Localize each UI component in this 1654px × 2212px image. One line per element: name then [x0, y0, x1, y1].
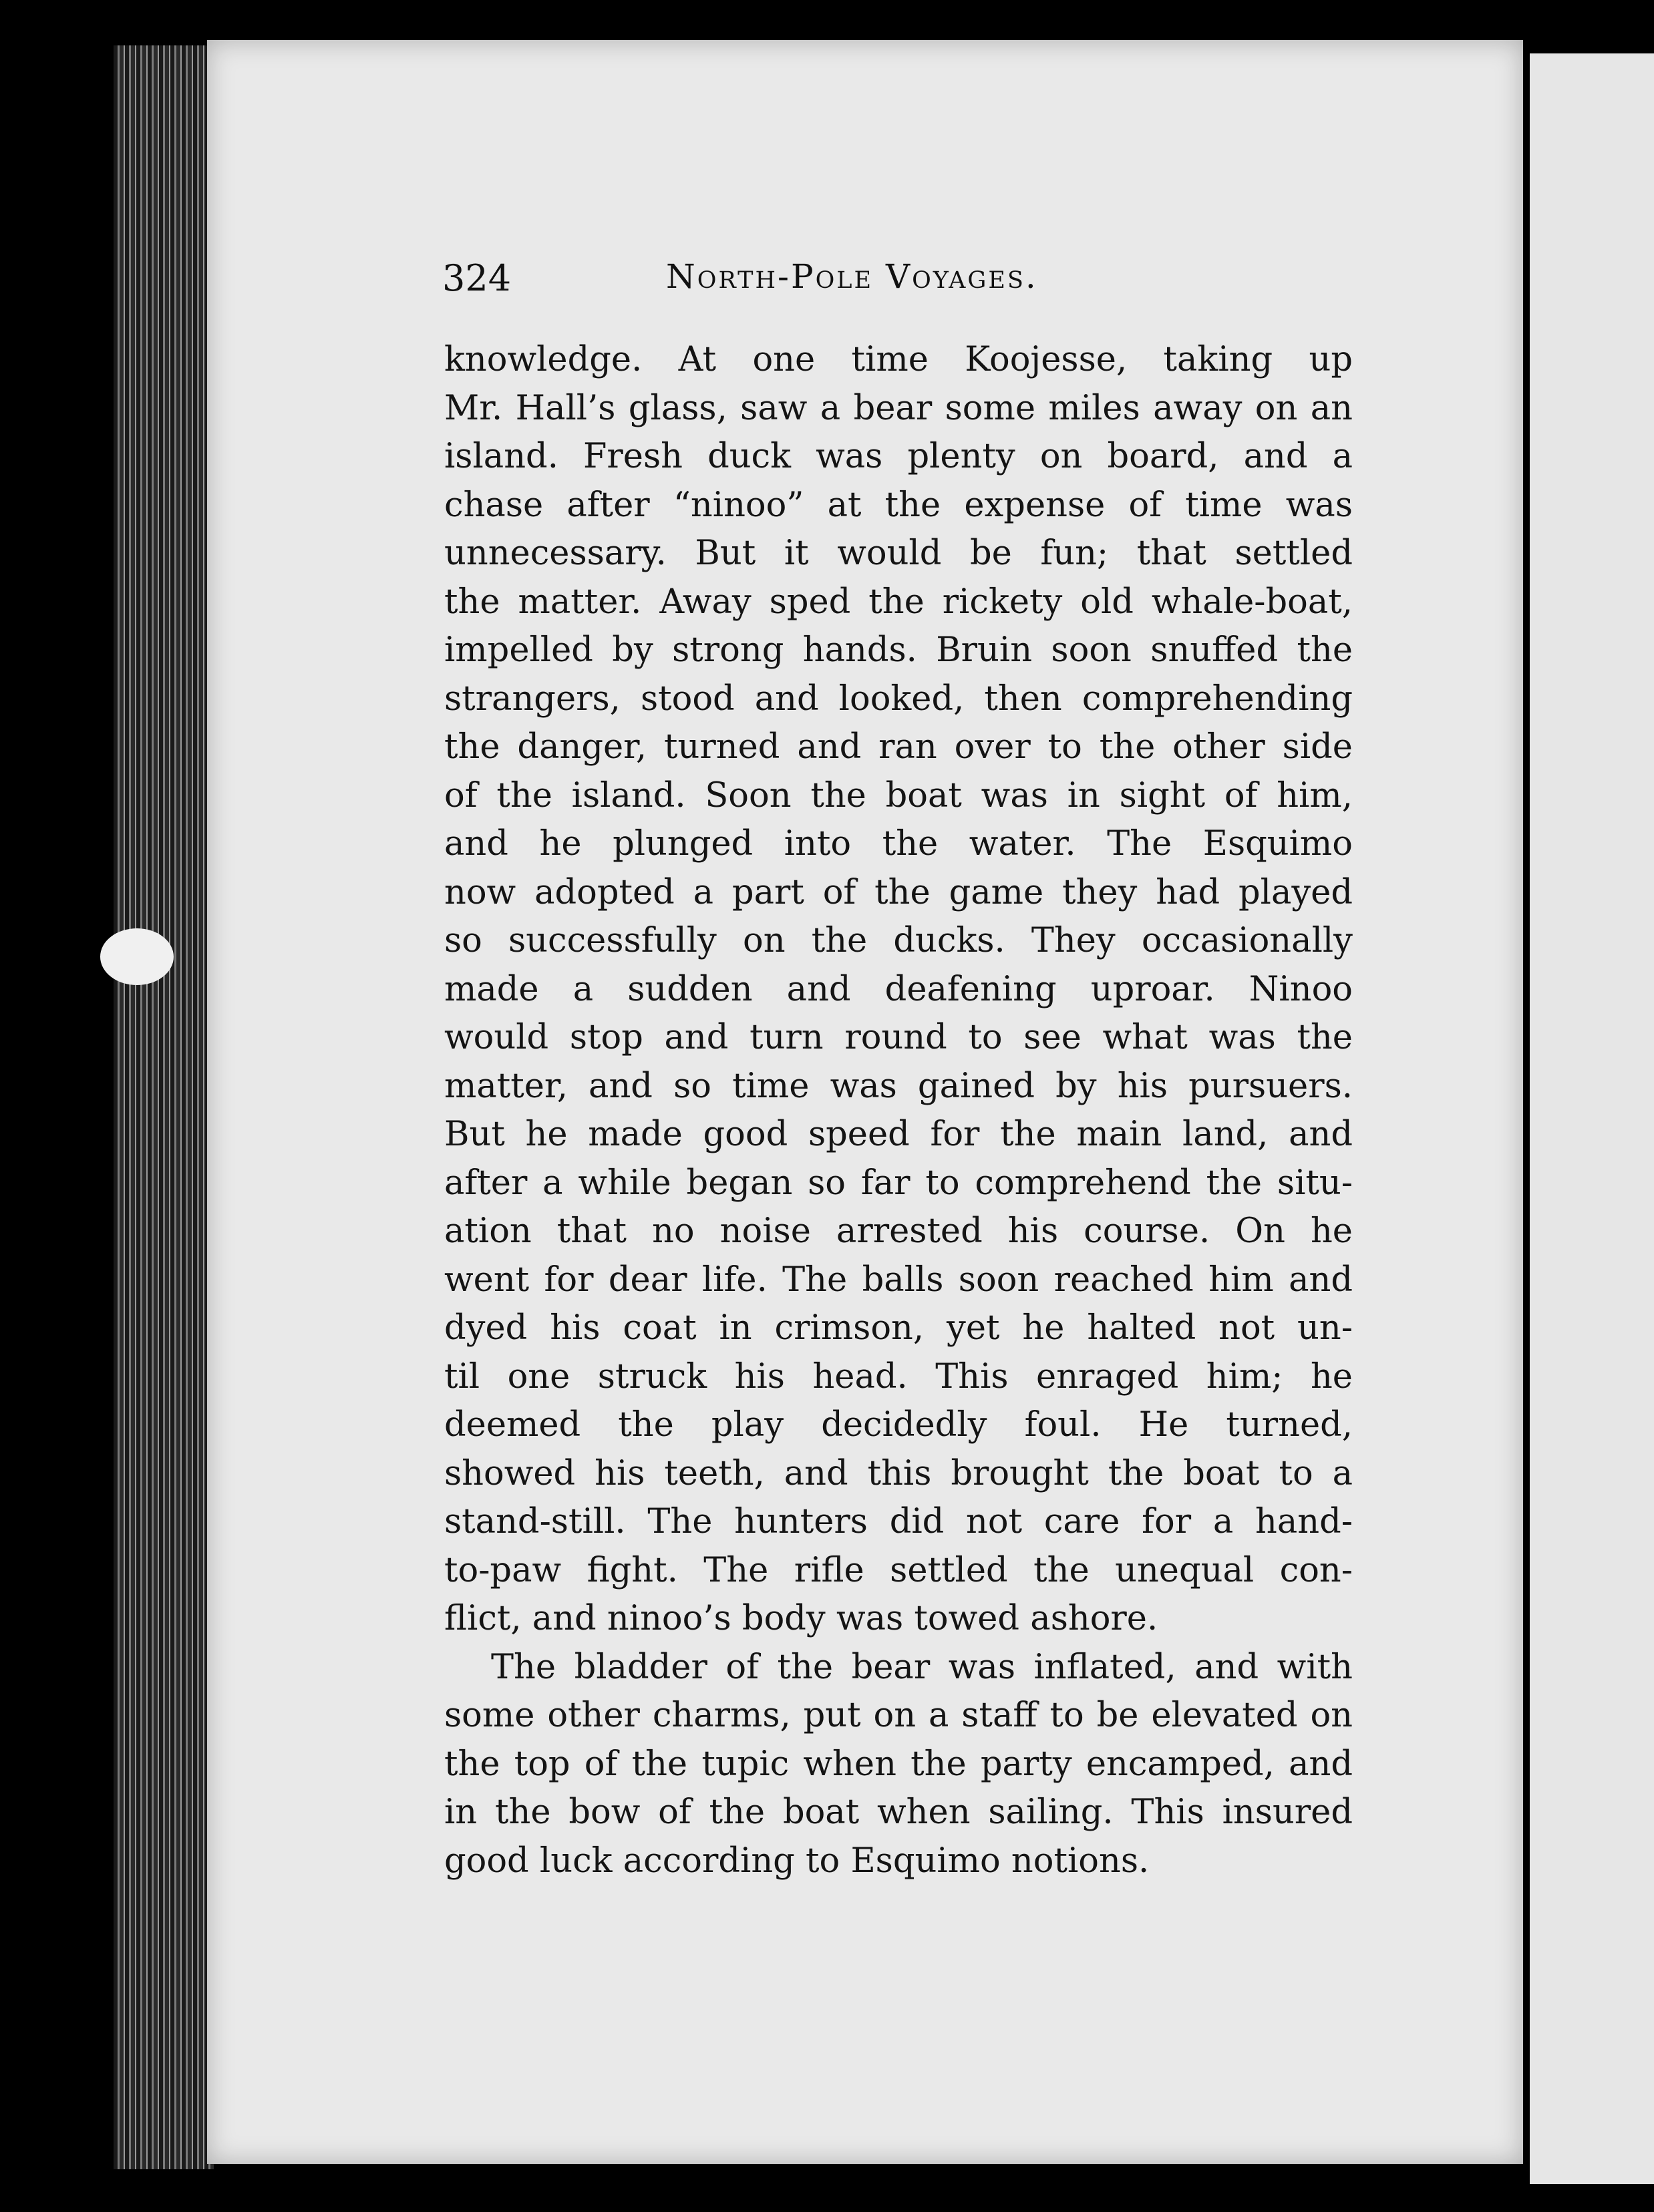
text-line: would stop and turn round to see what was the: [444, 1018, 1353, 1057]
text-line: dyed his coat in crimson, yet he halted not un-: [444, 1308, 1353, 1348]
text-line: some other charms, put on a staff to be elevated on: [444, 1696, 1353, 1735]
text-line: to-paw fight. The rifle settled the unequal con-: [444, 1550, 1353, 1590]
text-line: now adopted a part of the game they had played: [444, 872, 1353, 912]
text-line: til one struck his head. This enraged him; he: [444, 1356, 1353, 1397]
text-line: chase after “ninoo” at the expense of time was: [444, 485, 1353, 525]
text-line: in the bow of the boat when sailing. This insured: [444, 1793, 1353, 1832]
text-line: went for dear life. The balls soon reached him and: [444, 1260, 1353, 1300]
text-line: impelled by strong hands. Bruin soon snuffed the: [444, 630, 1353, 670]
page-number: 324: [442, 257, 512, 299]
page-header: [442, 257, 1377, 311]
text-line: Mr. Hall’s glass, saw a bear some miles away on an: [444, 388, 1353, 428]
running-head: North-Pole Voyages.: [666, 257, 1038, 296]
text-line: matter, and so time was gained by his pursuers.: [444, 1066, 1353, 1106]
text-line: of the island. Soon the boat was in sight of him,: [444, 775, 1353, 815]
text-line: the top of the tupic when the party encamped, and: [444, 1744, 1353, 1784]
text-line: the danger, turned and ran over to the other side: [444, 727, 1353, 767]
text-line: island. Fresh duck was plenty on board, and a: [444, 437, 1353, 476]
text-line: ation that no noise arrested his course. On he: [444, 1212, 1353, 1251]
text-line: the matter. Away sped the rickety old whale-boat,: [444, 582, 1353, 622]
text-line: deemed the play decidedly foul. He turned,: [444, 1405, 1353, 1445]
text-line: unnecessary. But it would be fun; that settled: [444, 534, 1353, 573]
text-line: good luck according to Esquimo notions.: [444, 1841, 1150, 1881]
text-line: flict, and ninoo’s body was towed ashore.: [444, 1599, 1158, 1638]
text-line: and he plunged into the water. The Esquimo: [444, 824, 1353, 864]
text-line: But he made good speed for the main land, and: [444, 1115, 1353, 1154]
text-line: strangers, stood and looked, then comprehending: [444, 679, 1353, 719]
text-line: after a while began so far to comprehend the situ-: [444, 1163, 1353, 1203]
text-line: The bladder of the bear was inflated, and with: [491, 1647, 1353, 1687]
text-line: knowledge. At one time Koojesse, taking up: [444, 340, 1353, 379]
text-line: made a sudden and deafening uproar. Ninoo: [444, 969, 1353, 1009]
facing-page-edge: [1530, 53, 1654, 2184]
page-edges: [114, 45, 214, 2169]
text-line: stand-still. The hunters did not care for a hand-: [444, 1502, 1353, 1541]
text-line: showed his teeth, and this brought the boat to a: [444, 1453, 1353, 1493]
body-text: [444, 336, 1353, 1885]
page-smudge: [100, 928, 174, 985]
text-line: so successfully on the ducks. They occasionally: [444, 921, 1353, 960]
